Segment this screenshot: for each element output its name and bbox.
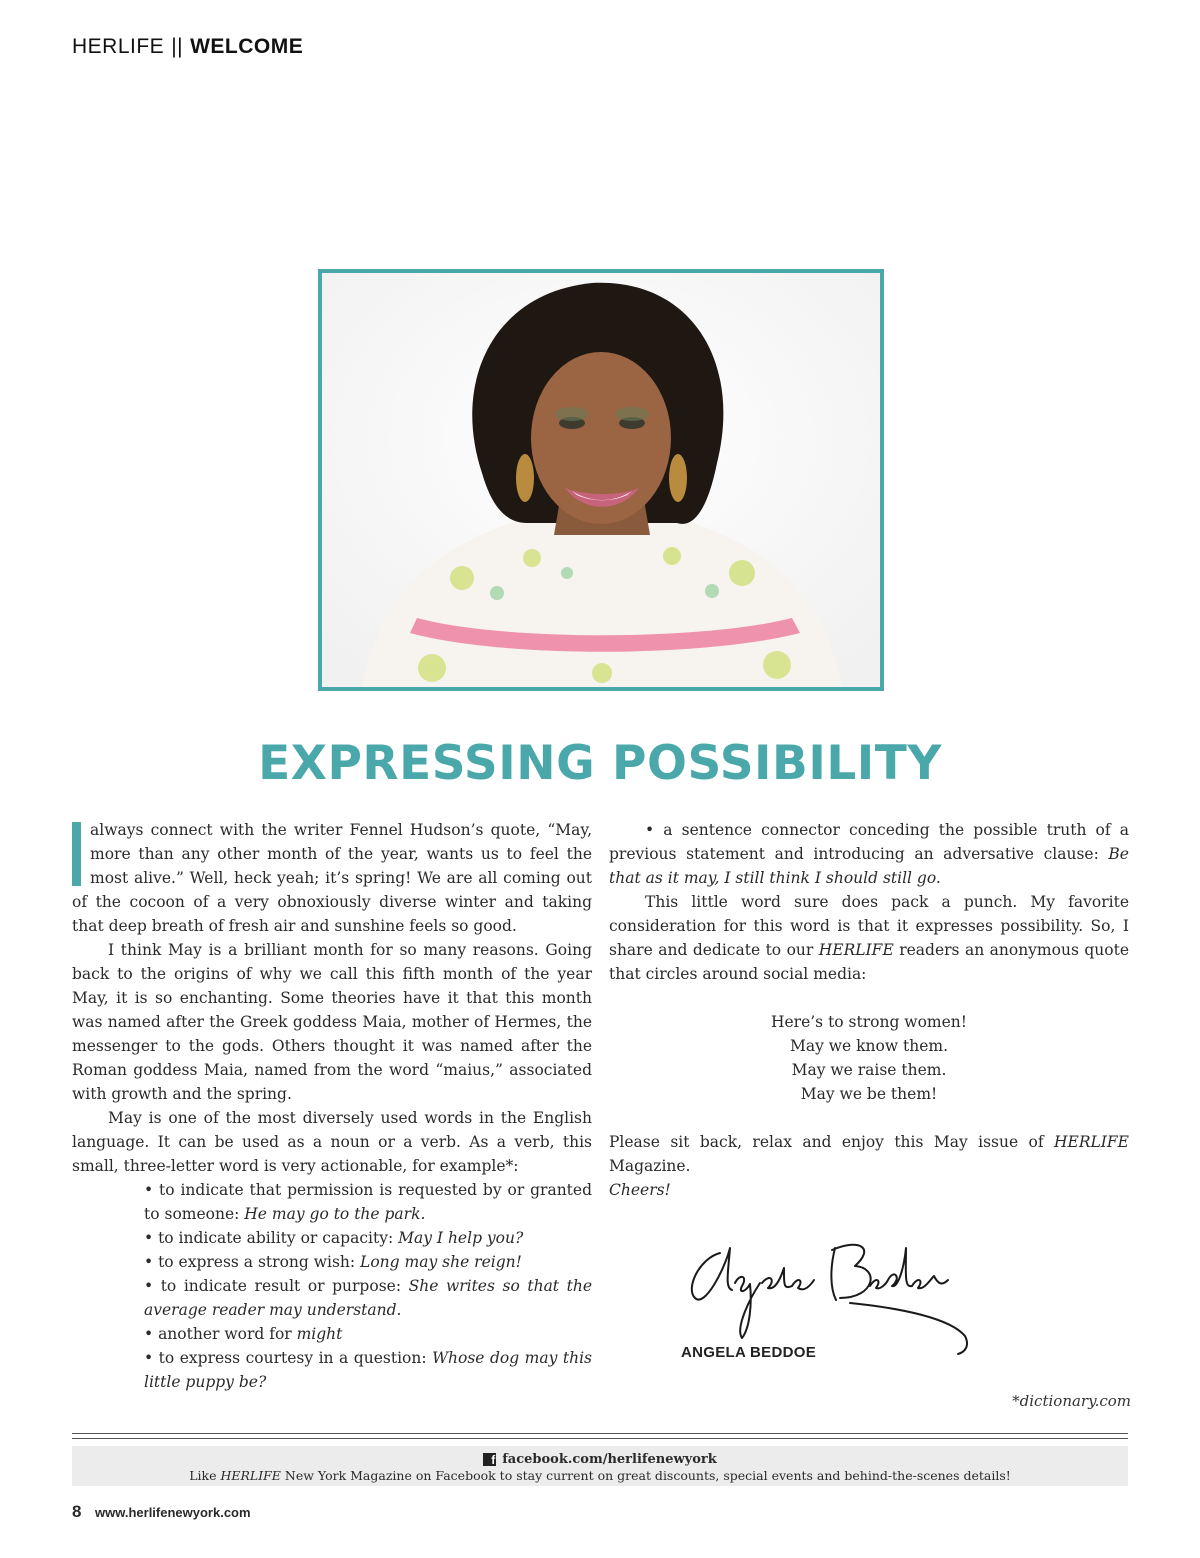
- portrait-photo: [318, 269, 884, 691]
- author-name: ANGELA BEDDOE: [681, 1344, 817, 1361]
- website-link[interactable]: www.herlifenewyork.com: [95, 1505, 251, 1520]
- list-item: • to express courtesy in a question: Whose dog may this little puppy be?: [144, 1349, 592, 1391]
- list-item: • to indicate that permission is requested by or granted to someone: He may go to the park.: [144, 1181, 592, 1223]
- list-item: • to indicate ability or capacity: May I help you?: [144, 1229, 524, 1247]
- paragraph-punch: This little word sure does pack a punch. My favorite consideration for this word is that it expresses possibility. So, I share and dedicate to our HERLIFE readers an anonymous quote that circles around social media:: [609, 893, 1129, 983]
- facebook-link[interactable]: facebook.com/herlifenewyork: [502, 1452, 717, 1467]
- quote-line: May we raise them.: [791, 1061, 947, 1079]
- list-item: • to indicate result or purpose: She writes so that the average reader may understand.: [144, 1277, 592, 1319]
- brand-name: HERLIFE: [72, 35, 165, 58]
- drop-cap-bar: [72, 822, 81, 886]
- page-number: 8: [72, 1502, 82, 1521]
- paragraph-intro: [72, 818, 592, 938]
- quote-block: [609, 1010, 1129, 1106]
- signoff: Cheers!: [609, 1181, 671, 1199]
- page-header: [72, 35, 303, 59]
- section-name: WELCOME: [190, 35, 304, 58]
- footer-divider: [72, 1433, 1128, 1434]
- signature-image: [680, 1228, 980, 1358]
- list-item: • a sentence connector conceding the possible truth of a previous statement and introducing an adversative clause: Be that as it may, I still think I should still go.: [609, 821, 1129, 887]
- quote-line: Here’s to strong women!: [770, 1013, 967, 1031]
- article-headline: EXPRESSING POSSIBILITY: [258, 736, 942, 791]
- quote-line: May we be them!: [800, 1085, 938, 1103]
- facebook-banner-text: Like HERLIFE New York Magazine on Facebook to stay current on great discounts, special events and behind-the-scenes details!: [189, 1468, 1011, 1483]
- facebook-icon: f: [483, 1453, 496, 1466]
- article-column-left: [72, 818, 592, 1394]
- list-item: • to express a strong wish: Long may she reign!: [144, 1253, 522, 1271]
- article-column-right: [609, 818, 1129, 1202]
- header-separator: ||: [171, 35, 184, 58]
- paragraph-closing: Please sit back, relax and enjoy this May issue of HERLIFE Magazine.: [609, 1133, 1129, 1175]
- paragraph-origins: I think May is a brilliant month for so many reasons. Going back to the origins of why we call this fifth month of the year May, it is so enchanting. Some theories have it that this month was named after the Greek goddess Maia, mother of Hermes, the messenger to the gods. Others thought it was named after the Roman goddess Maia, named from the word “maius,” associated with growth and the spring.: [72, 941, 592, 1103]
- footnote: *dictionary.com: [1012, 1392, 1131, 1410]
- facebook-banner: [72, 1446, 1128, 1486]
- paragraph-usage: May is one of the most diversely used words in the English language. It can be used as a noun or a verb. As a verb, this small, three-letter word is very actionable, for example*:: [72, 1109, 592, 1175]
- usage-list: [144, 1178, 592, 1394]
- list-item: • another word for might: [144, 1325, 343, 1343]
- footer-divider: [72, 1438, 1128, 1439]
- paragraph-intro-text: always connect with the writer Fennel Hudson’s quote, “May, more than any other month of the year, wants us to feel the most alive.” Well, heck yeah; it’s spring! We are all coming out of the cocoon of a very obnoxiously diverse winter and taking that deep breath of fresh air and sunshine feels so good.: [72, 821, 592, 935]
- quote-line: May we know them.: [789, 1037, 949, 1055]
